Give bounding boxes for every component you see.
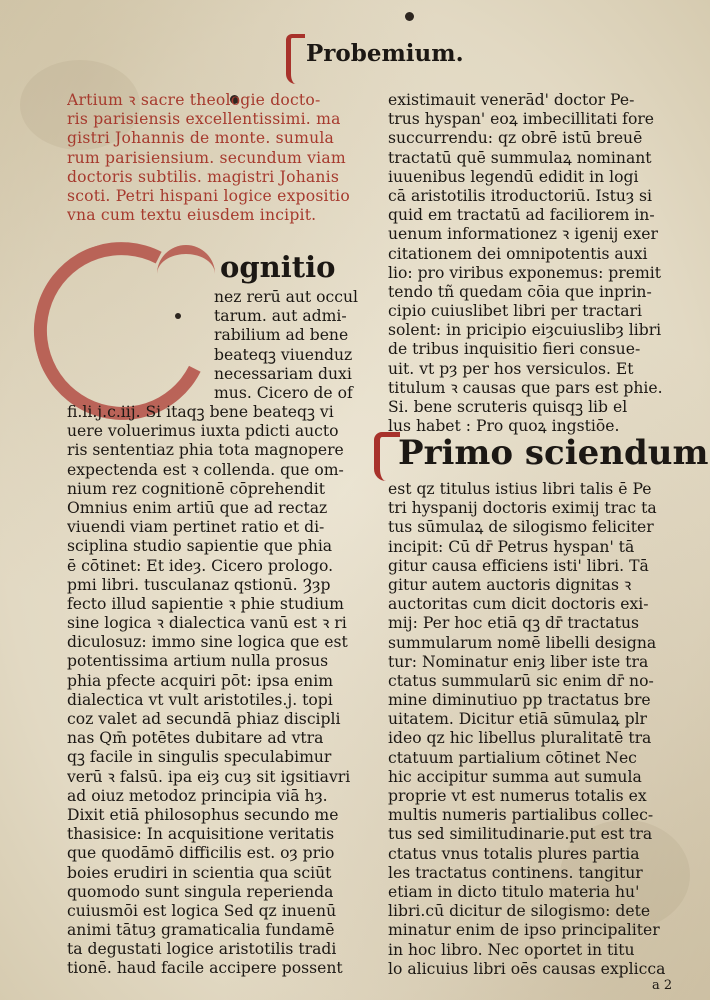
text-line: ctatus vnus totalis plures partia	[388, 844, 640, 863]
page-header	[286, 34, 506, 82]
left-column-text	[67, 403, 377, 979]
initial-heading: ognitio	[220, 250, 336, 284]
text-line: solent: in pricipio eiȝcuiuslibȝ libri	[388, 321, 662, 340]
right-column-text-body	[388, 480, 688, 979]
rubric-line: ris parisiensis excellentissimi. ma	[67, 110, 341, 129]
text-line: tendo tñ quedam cōia que inprin-	[388, 282, 652, 301]
text-line: minatur enim de ipso principaliter	[388, 921, 660, 940]
text-line: tionē. haud facile accipere possent	[67, 959, 343, 978]
text-line: tus sūmulaꝝ de silogismo feliciter	[388, 518, 654, 537]
text-line: citationem dei omnipotentis auxi	[388, 244, 648, 263]
text-line: animi tātuȝ gramaticalia fundamē	[67, 921, 335, 940]
left-column-indented-text	[214, 288, 374, 403]
text-line: etiam in dicto titulo materia hu'	[388, 882, 640, 901]
text-line: coz valet ad secundā phiaz discipli	[67, 710, 341, 728]
text-line: quid em tractatū ad faciliorem in-	[388, 206, 655, 225]
text-line: trus hyspan' eoꝝ imbecillitati fore	[388, 110, 655, 129]
text-line: mine diminutiuo pp tractatus bre	[388, 691, 651, 710]
text-line: ctatus summularū sic enim dr̄ no-	[388, 671, 654, 690]
text-line: mij: Per hoc etiā qꝫ dr̄ tractatus	[388, 614, 640, 633]
rubric-line: scoti. Petri hispani logice expositio	[67, 186, 350, 205]
text-line: ris sententiaz phia tota magnopere	[67, 441, 344, 460]
text-line: nas Qm̄ potētes dubitare ad vtra	[67, 729, 324, 748]
page-title: Probemium.	[306, 40, 464, 67]
text-line: Si. bene scruteris quisqꝫ lib el	[388, 398, 628, 416]
text-line: gitur autem auctoris dignitas ꝛ	[388, 575, 632, 594]
text-line: tractatū quē summulaꝝ nominant	[388, 148, 652, 167]
text-line: proprie vt est numerus totalis ex	[388, 787, 647, 805]
text-line: de tribus inquisitio fieri consue-	[388, 340, 641, 359]
text-line: fecto illud sapientie ꝛ phie studium	[67, 594, 344, 613]
text-line: expectenda est ꝛ collenda. que om-	[67, 460, 344, 479]
text-line: uitatem. Dicitur etiā sūmulaꝝ plr	[388, 710, 648, 729]
text-line: cā aristotilis itroductoriū. Istuȝ si	[388, 186, 653, 205]
text-line: iuuenibus legendū edidit in logi	[388, 167, 639, 186]
red-rubric	[67, 91, 367, 225]
text-line: in hoc libro. Nec oportet in titu	[388, 940, 635, 959]
rubric-line: vna cum textu eiusdem incipit.	[67, 206, 317, 225]
text-line: les tractatus continens. tangitur	[388, 863, 643, 882]
text-line: libri.cū dicitur de silogismo: dete	[388, 902, 651, 921]
text-line: verū ꝛ falsū. ipa eiȝ cuȝ sit igsitiavri	[67, 767, 351, 786]
rubric-line: doctoris subtilis. magistri Johanis	[67, 167, 340, 186]
red-paragraph-mark	[374, 432, 400, 481]
text-line: dialectica vt vult aristotiles.j. topi	[67, 690, 333, 709]
text-line: cipio cuiuslibet libri per tractari	[388, 302, 642, 321]
rubric-line: rum parisiensium. secundum viam	[67, 148, 346, 167]
section-heading: Primo sciendum	[398, 433, 709, 473]
text-line: multis numeris partialibus collec-	[388, 806, 654, 825]
text-line: boies erudiri in scientia qua sciūt	[67, 863, 332, 882]
text-line: succurrendu: qz obrē istū breuē	[388, 129, 643, 148]
text-line: nez rerū aut occul	[214, 288, 359, 306]
text-line: hic accipitur summa aut sumula	[388, 767, 642, 786]
text-line: beateqꝫ viuenduz	[214, 345, 353, 364]
red-paragraph-mark	[286, 34, 305, 84]
text-line: auctoritas cum dicit doctoris exi-	[388, 595, 649, 614]
text-line: ad oiuz metodoz principia viā hȝ.	[67, 786, 328, 805]
text-line: lio: pro viribus exponemus: premit	[388, 263, 661, 282]
text-line: diculosuz: immo sine logica que est	[67, 633, 348, 652]
text-line: est qz titulus istius libri talis ē Pe	[388, 480, 652, 498]
text-line: Dixit etiā philosophus secundo me	[67, 805, 339, 824]
text-line: thasisice: In acquisitione veritatis	[67, 825, 335, 844]
text-line: sine logica ꝛ dialectica vanū est ꝛ ri	[67, 614, 347, 633]
binding-hole	[405, 12, 414, 21]
text-line: necessariam duxi	[214, 364, 352, 383]
text-line: titulum ꝛ causas que pars est phie.	[388, 378, 663, 397]
signature-mark: a 2	[652, 978, 673, 993]
text-line: uenum informationez ꝛ igenij exer	[388, 225, 658, 244]
text-line: tarum. aut admi-	[214, 307, 347, 326]
text-line: uere voluerimus iuxta pdicti aucto	[67, 422, 339, 441]
text-line: pmi libri. tusculanaz qstionū. Ȝȝp	[67, 575, 331, 594]
text-line: lus habet : Pro quoꝝ ingstiōe.	[388, 417, 620, 436]
text-line: nium rez cognitionē cōprehendit	[67, 479, 326, 498]
text-line: ctatuum partialium cōtinet Nec	[388, 748, 637, 767]
text-line: ē cōtinet: Et ideȝ. Cicero prologo.	[67, 556, 334, 575]
text-line: tri hyspanij doctoris eximij trac ta	[388, 499, 657, 518]
illuminated-initial-flourish	[157, 245, 215, 274]
rubric-line: Artium ꝛ sacre theologie docto-	[67, 91, 321, 109]
text-line: ta degustati logice aristotilis tradi	[67, 940, 337, 959]
text-line: incipit: Cū dr̄ Petrus hyspan' tā	[388, 537, 635, 556]
text-line: tur: Nominatur eniȝ liber iste tra	[388, 652, 649, 671]
text-line: cuiusmōi est logica Sed qz inuenū	[67, 901, 337, 920]
text-line: ideo qz hic libellus pluralitatē tra	[388, 729, 652, 748]
text-line: summularum nomē libelli designa	[388, 633, 657, 652]
text-line: sciplina studio sapientie que phia	[67, 537, 333, 556]
text-line: tus sed similitudinarie.put est tra	[388, 825, 653, 844]
text-line: uit. vt pȝ per hos versiculos. Et	[388, 359, 634, 378]
text-line: qꝫ facile in singulis speculabimur	[67, 748, 332, 767]
text-line: lo alicuius libri oēs causas explicca	[388, 959, 666, 978]
text-line: viuendi viam pertinet ratio et di-	[67, 518, 325, 537]
text-line: mus. Cicero de of	[214, 383, 353, 402]
text-line: que quodāmō difficilis est. oȝ prio	[67, 844, 335, 863]
right-column-text-top	[388, 91, 688, 436]
text-line: rabilium ad bene	[214, 326, 349, 345]
text-line: potentissima artium nulla prosus	[67, 652, 329, 671]
text-line: Omnius enim artiū que ad rectaz	[67, 498, 328, 517]
text-line: gitur causa efficiens isti' libri. Tā	[388, 556, 649, 575]
text-line: phia pfecte acquiri pōt: ipsa enim	[67, 671, 333, 690]
rubric-line: gistri Johannis de monte. sumula	[67, 129, 335, 148]
text-line: existimauit venerād' doctor Pe-	[388, 91, 635, 109]
text-line: quomodo sunt singula reperienda	[67, 882, 334, 901]
text-line: fi.li.j.c.iij. Si itaqꝫ bene beateqꝫ vi	[67, 403, 334, 421]
